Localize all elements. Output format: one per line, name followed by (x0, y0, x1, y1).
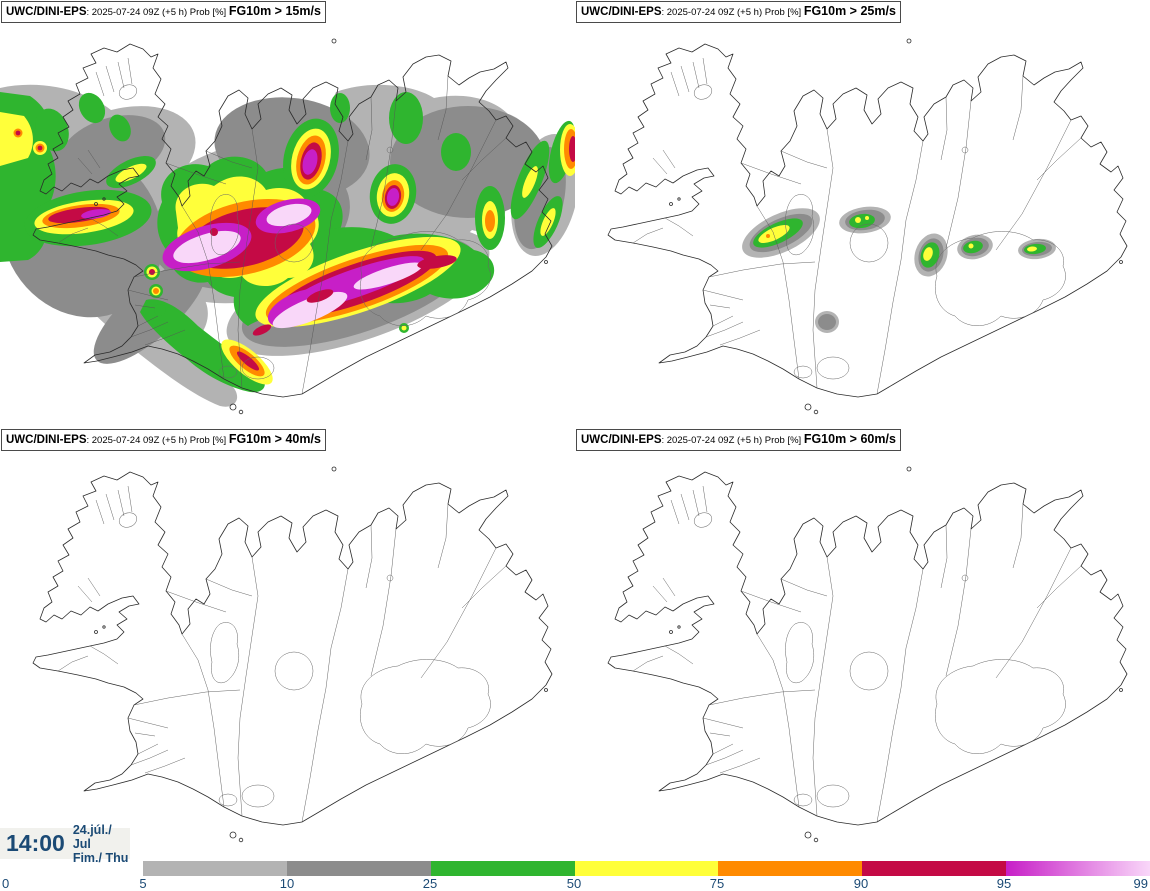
iceland-map-fg40 (0, 428, 575, 856)
colorbar-tick-10: 10 (279, 876, 295, 891)
run-info: : 2025-07-24 09Z (+5 h) Prob [%] (661, 7, 804, 18)
colorbar-tick-95: 95 (996, 876, 1012, 891)
panel-title-fg40 (1, 429, 326, 451)
colorbar-segment-75-90 (718, 861, 862, 876)
colorbar-tick-99: 99 (1133, 876, 1148, 891)
valid-time-box (0, 822, 130, 865)
threshold-label: FG10m > 25m/s (803, 4, 896, 18)
colorbar-segment-90-95 (862, 861, 1006, 876)
run-info: : 2025-07-24 09Z (+5 h) Prob [%] (661, 435, 804, 446)
threshold-label: FG10m > 15m/s (228, 4, 321, 18)
model-name: UWC/DINI-EPS (581, 434, 662, 446)
model-name: UWC/DINI-EPS (6, 6, 87, 18)
colorbar-segment-5-10 (143, 861, 287, 876)
colorbar-segment-50-75 (575, 861, 719, 876)
map-panel-fg60 (575, 428, 1150, 856)
model-name: UWC/DINI-EPS (6, 434, 87, 446)
model-name: UWC/DINI-EPS (581, 6, 662, 18)
valid-time: 14:00 (6, 830, 65, 856)
iceland-map-fg25 (575, 0, 1150, 428)
iceland-map-fg60 (575, 428, 1150, 856)
valid-date-month: 24.júl./ Jul (72, 822, 112, 851)
map-panel-fg15 (0, 0, 575, 428)
colorbar-segment-10-25 (287, 861, 431, 876)
iceland-map-fg15 (0, 0, 575, 428)
threshold-label: FG10m > 60m/s (803, 432, 896, 446)
colorbar-tick-90: 90 (853, 876, 869, 891)
map-panel-fg40 (0, 428, 575, 856)
probability-colorbar (0, 856, 1150, 891)
colorbar-tick-75: 75 (709, 876, 725, 891)
colorbar-tick-50: 50 (566, 876, 582, 891)
panel-title-fg60 (576, 429, 901, 451)
run-info: : 2025-07-24 09Z (+5 h) Prob [%] (86, 7, 229, 18)
colorbar-tick-25: 25 (422, 876, 438, 891)
panel-title-fg15 (1, 1, 326, 23)
colorbar-segment-95-99 (1006, 861, 1150, 876)
threshold-label: FG10m > 40m/s (228, 432, 321, 446)
valid-date-weekday: Fim./ Thu (72, 850, 129, 865)
run-info: : 2025-07-24 09Z (+5 h) Prob [%] (86, 435, 229, 446)
colorbar-tick-0: 0 (2, 876, 10, 891)
map-panel-fg25 (575, 0, 1150, 428)
colorbar-segment-25-50 (431, 861, 575, 876)
panel-title-fg25 (576, 1, 901, 23)
colorbar (143, 861, 1150, 876)
colorbar-tick-5: 5 (139, 876, 147, 891)
